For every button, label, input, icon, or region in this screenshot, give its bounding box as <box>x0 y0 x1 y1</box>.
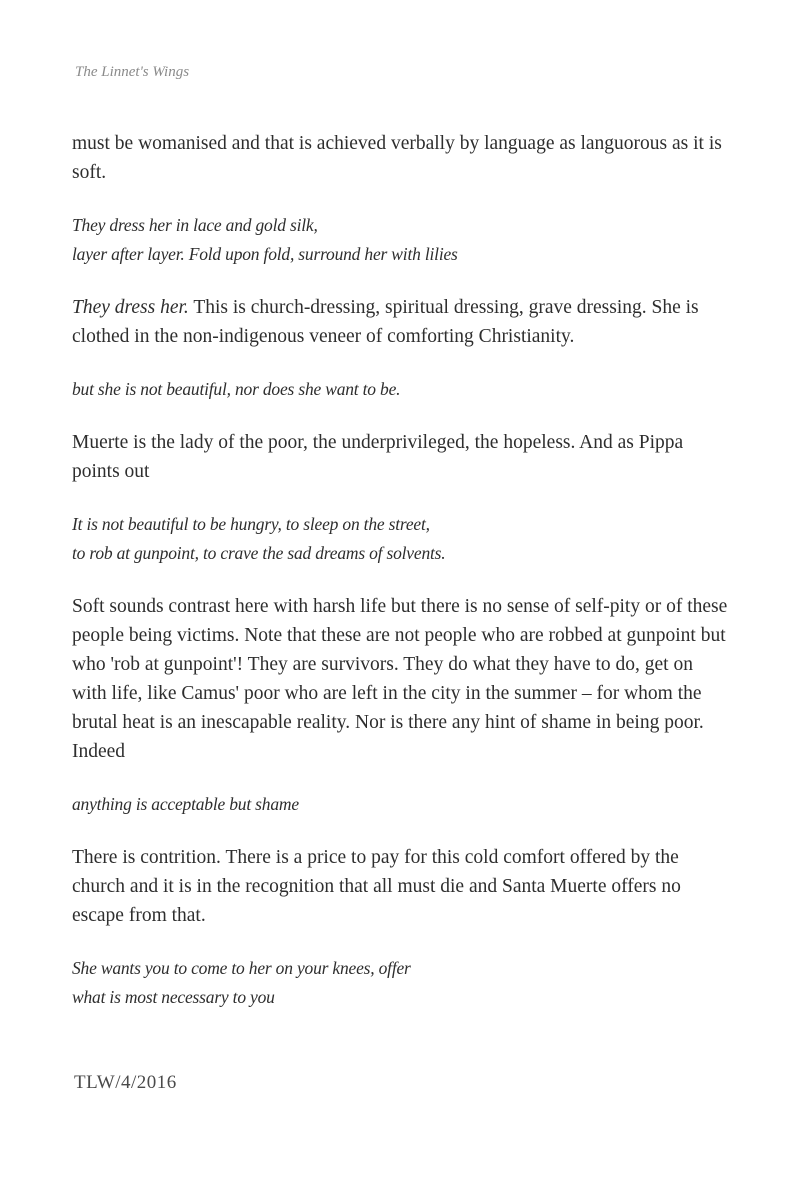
quote-5 <box>72 954 732 1012</box>
quote-2: but she is not beautiful, nor does she want to be. <box>72 379 401 399</box>
paragraph-2-emphasis: They dress her. <box>72 297 189 318</box>
quote-5-line-1: She wants you to come to her on your knees, offer <box>72 958 411 978</box>
quote-4: anything is acceptable but shame <box>72 794 299 814</box>
quote-1-line-1: They dress her in lace and gold silk, <box>72 215 318 235</box>
paragraph-3: Muerte is the lady of the poor, the underprivileged, the hopeless. And as Pippa points out <box>72 432 684 482</box>
quote-1-line-2: layer after layer. Fold upon fold, surround her with lilies <box>72 244 458 264</box>
paragraph-1: must be womanised and that is achieved verbally by language as languorous as it is soft. <box>72 133 722 183</box>
quote-5-line-2: what is most necessary to you <box>72 987 275 1007</box>
quote-3-line-2: to rob at gunpoint, to crave the sad dreams of solvents. <box>72 543 446 563</box>
footer-code: TLW/4/2016 <box>74 1072 177 1093</box>
quote-1 <box>72 211 732 269</box>
quote-3-line-1: It is not beautiful to be hungry, to sleep on the street, <box>72 514 430 534</box>
paragraph-2-text: This is church-dressing, spiritual dressing, grave dressing. She is clothed in the non-indigenous veneer of comforting Christianity. <box>72 297 699 347</box>
paragraph-5: There is contrition. There is a price to pay for this cold comfort offered by the church and it is in the recognition that all must die and Santa Muerte offers no escape from that. <box>72 847 681 926</box>
paragraph-4: Soft sounds contrast here with harsh life but there is no sense of self-pity or of these people being victims. Note that these are not people who are robbed at gunpoint but who 'rob at gunpoint'! They are survivors. They do what they have to do, get on with life, like Camus' poor who are left in the city in the summer – for whom the brutal heat is an inescapable reality. Nor is there any hint of shame in being poor. Indeed <box>72 596 728 762</box>
paragraph-2 <box>72 293 732 351</box>
quote-3 <box>72 510 732 568</box>
article-body <box>72 129 732 1012</box>
running-head: The Linnet's Wings <box>75 64 190 80</box>
